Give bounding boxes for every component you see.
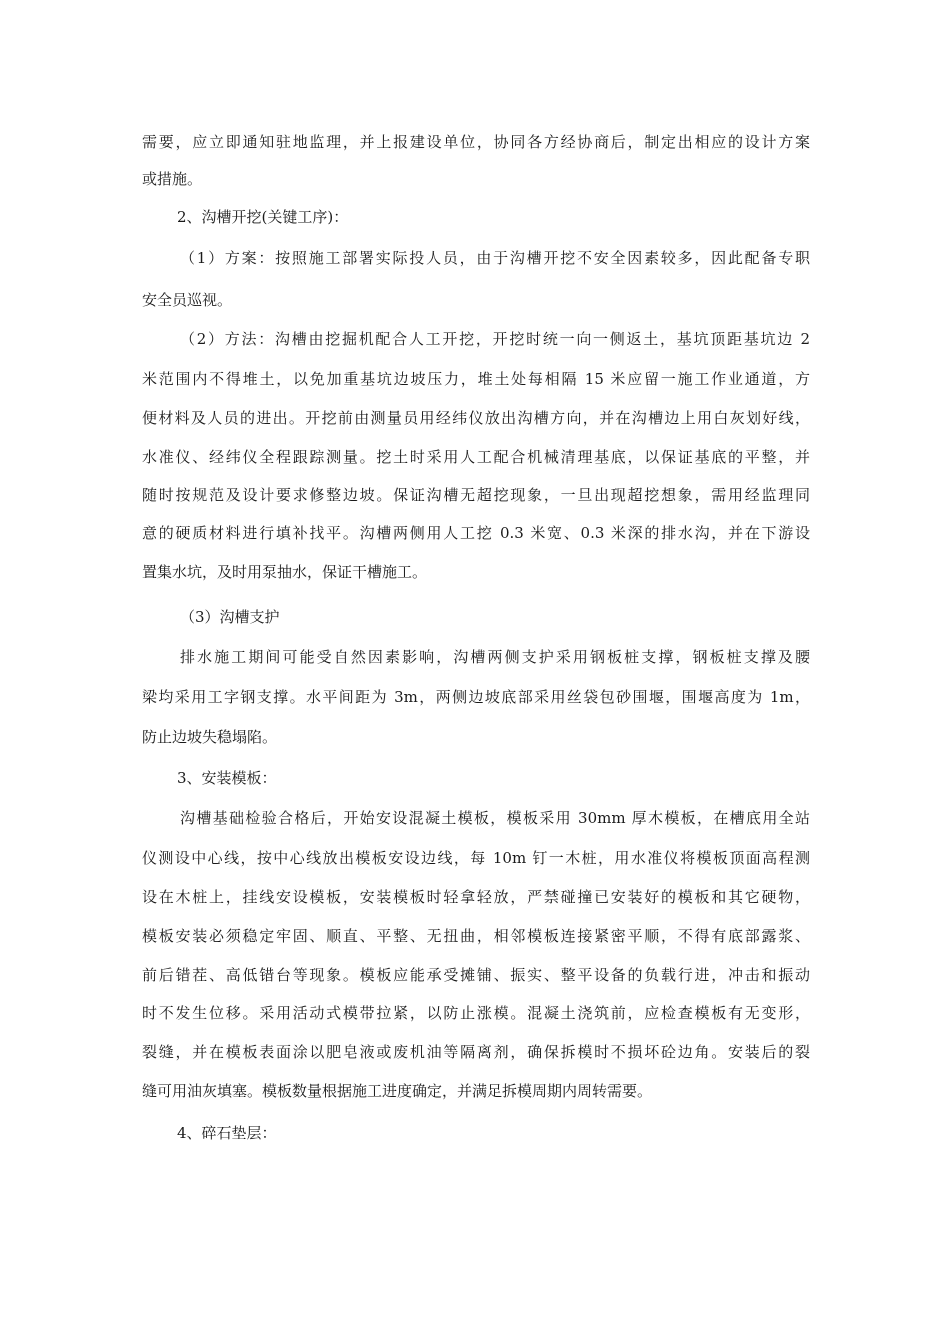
section-heading: 4、碎石垫层：: [177, 1124, 277, 1142]
text-line: 意的硬质材料进行填补找平。沟槽两侧用人工挖 0.3 米宽、0.3 米深的排水沟，并在下游设: [142, 524, 810, 542]
text-line: 水准仪、经纬仪全程跟踪测量。挖土时采用人工配合机械清理基底，以保证基底的平整，并: [142, 448, 810, 466]
text-line: 或措施。: [142, 170, 203, 188]
text-line: 仪测设中心线，按中心线放出模板安设边线，每 10m 钉一木桩，用水准仪将模板顶面高程测: [142, 849, 810, 867]
text-line: 裂缝，并在模板表面涂以肥皂液或废机油等隔离剂，确保拆模时不损坏砼边角。安装后的裂: [142, 1043, 810, 1061]
text-line: 随时按规范及设计要求修整边坡。保证沟槽无超挖现象，一旦出现超挖想象，需用经监理同: [142, 486, 810, 504]
section-heading: 2、沟槽开挖(关键工序)：: [177, 208, 349, 226]
text-line: 安全员巡视。: [142, 291, 233, 309]
text-line: 沟槽基础检验合格后，开始安设混凝土模板，模板采用 30mm 厚木模板，在槽底用全站: [180, 809, 810, 827]
text-line: 模板安装必须稳定牢固、顺直、平整、无扭曲，相邻模板连接紧密平顺，不得有底部露浆、: [142, 927, 810, 945]
text-line: 置集水坑，及时用泵抽水，保证干槽施工。: [142, 563, 428, 581]
text-line: 便材料及人员的进出。开挖前由测量员用经纬仪放出沟槽方向，并在沟槽边上用白灰划好线，: [142, 409, 810, 427]
text-line: 米范围内不得堆土，以免加重基坑边坡压力，堆土处每相隔 15 米应留一施工作业通道，方: [142, 370, 810, 388]
text-line: 梁均采用工字钢支撑。水平间距为 3m，两侧边坡底部采用丝袋包砂围堰，围堰高度为 1m，: [142, 688, 810, 706]
text-line: 设在木桩上，挂线安设模板，安装模板时轻拿轻放，严禁碰撞已安装好的模板和其它硬物，: [142, 888, 810, 906]
text-line: 需要，应立即通知驻地监理，并上报建设单位，协同各方经协商后，制定出相应的设计方案: [142, 133, 810, 151]
subsection-heading: （3）沟槽支护: [180, 608, 280, 626]
text-line: 前后错茬、高低错台等现象。模板应能承受摊铺、振实、整平设备的负载行进，冲击和振动: [142, 966, 810, 984]
text-line: 缝可用油灰填塞。模板数量根据施工进度确定，并满足拆模周期内周转需要。: [142, 1082, 653, 1100]
section-heading: 3、安装模板：: [177, 769, 277, 787]
text-line: 时不发生位移。采用活动式模带拉紧，以防止涨模。混凝土浇筑前，应检查模板有无变形，: [142, 1004, 810, 1022]
text-line: 防止边坡失稳塌陷。: [142, 728, 278, 746]
text-line: （2）方法：沟槽由挖掘机配合人工开挖，开挖时统一向一侧返土，基坑顶距基坑边 2: [180, 330, 810, 348]
text-line: （1）方案：按照施工部署实际投人员，由于沟槽开挖不安全因素较多，因此配备专职: [180, 249, 810, 267]
text-line: 排水施工期间可能受自然因素影响，沟槽两侧支护采用钢板桩支撑，钢板桩支撑及腰: [180, 648, 810, 666]
